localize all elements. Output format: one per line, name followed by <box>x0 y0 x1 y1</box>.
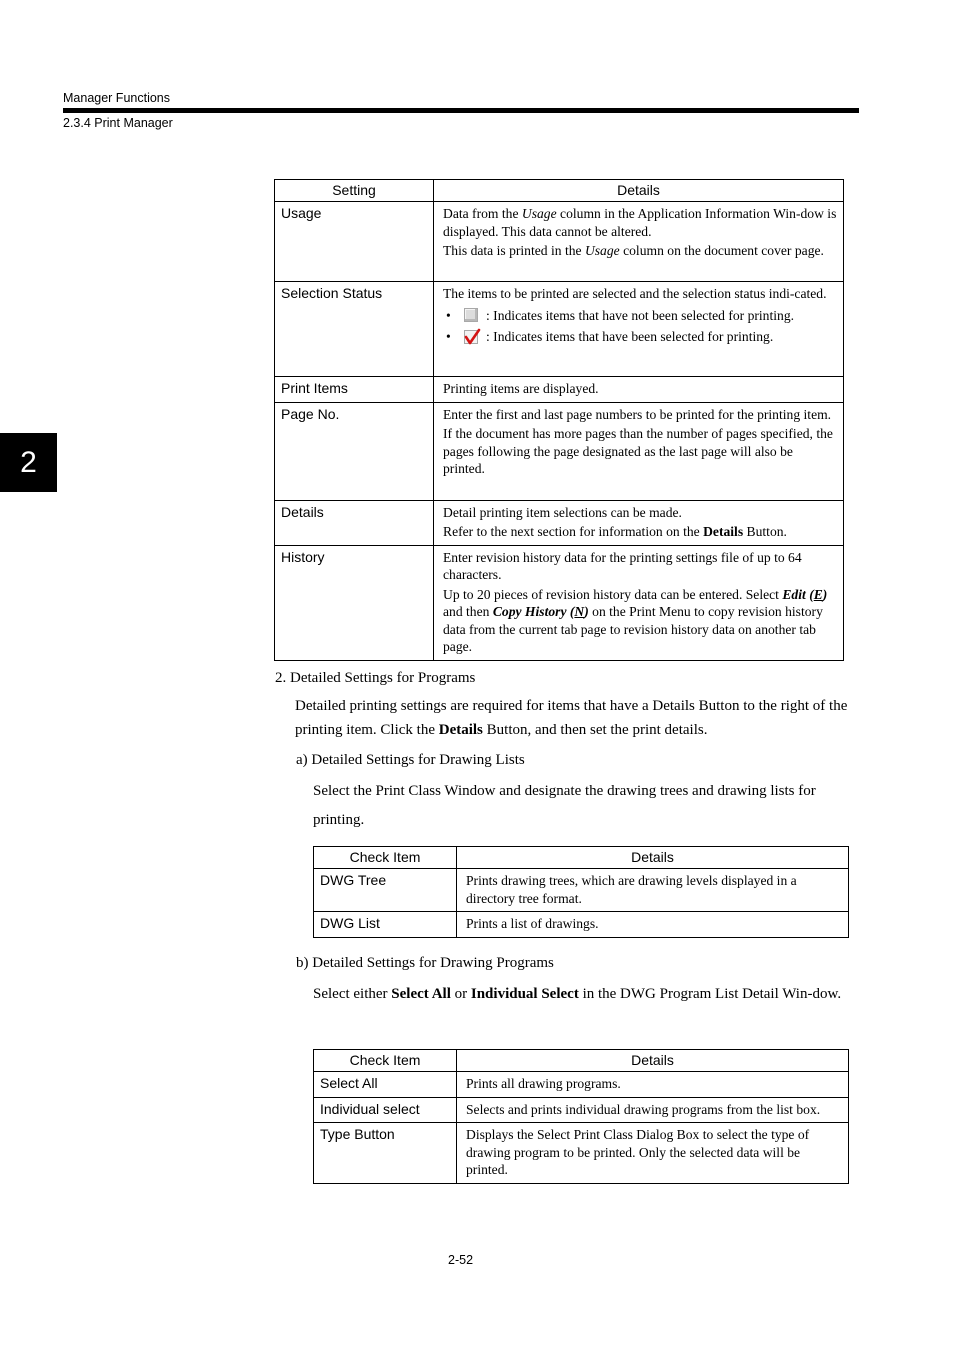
bullet-selected: • : Indicates items that have been selected for printing. <box>446 329 774 344</box>
table-row-usage <box>275 202 844 282</box>
column-header-check-item: Check Item <box>314 1050 457 1072</box>
chapter-tab: 2 <box>0 433 57 492</box>
table-row-details <box>275 500 844 545</box>
settings-table <box>274 179 844 661</box>
table-header-row <box>275 180 844 202</box>
page-number: 2-52 <box>448 1253 474 1267</box>
details-cell: Displays the Select Print Class Dialog Box to select the type of drawing program to be printed. Only the selected data will be printed. <box>457 1123 849 1184</box>
bullet-not-selected: • : Indicates items that have not been selected for printing. <box>446 307 795 323</box>
check-item-cell: Individual select <box>314 1097 457 1123</box>
setting-details: Details <box>275 500 434 545</box>
drawing-lists-table <box>313 846 849 938</box>
details-usage: Data from the Usage column in the Application Information Win-dow is displayed. This data cannot be altered. This data is printed in the Usage column on the document cover page. <box>434 202 844 282</box>
subheading-drawing-lists: a) Detailed Settings for Drawing Lists <box>296 752 525 768</box>
column-header-details: Details <box>457 1050 849 1072</box>
setting-selection-status: Selection Status <box>275 282 434 377</box>
check-item-cell: Select All <box>314 1072 457 1098</box>
running-header-section: Manager Functions <box>63 91 171 105</box>
details-cell: Prints drawing trees, which are drawing levels displayed in a directory tree format. <box>457 869 849 912</box>
table-row <box>314 1072 849 1098</box>
header-rule <box>63 108 859 113</box>
details-details: Detail printing item selections can be made. Refer to the next section for information on the Details Button. <box>434 500 844 545</box>
column-header-details: Details <box>457 847 849 869</box>
column-header-setting: Setting <box>275 180 434 202</box>
checked-checkbox-icon <box>464 330 478 344</box>
setting-history: History <box>275 545 434 660</box>
details-selection-status: The items to be printed are selected and the selection status indi-cated. • : Indicates items that have not been selected for printing. • : Indicates items that have been selected for printing. <box>434 282 844 377</box>
details-page-no: Enter the first and last page numbers to be printed for the printing item. If the document has more pages than the number of pages specified, the pages following the page designated as the last page will also be printed. <box>434 402 844 500</box>
unchecked-checkbox-icon <box>464 308 478 322</box>
paragraph-drawing-programs: Select either Select All or Individual Select in the DWG Program List Detail Win-dow. <box>313 986 842 1002</box>
table-header-row <box>314 847 849 869</box>
setting-print-items: Print Items <box>275 377 434 403</box>
paragraph-detailed-settings: Detailed printing settings are required for items that have a Details Button to the right of the printing item. Click the Details Button, and then set the print details. <box>295 698 848 738</box>
table-header-row <box>314 1050 849 1072</box>
column-header-check-item: Check Item <box>314 847 457 869</box>
subheading-drawing-programs: b) Detailed Settings for Drawing Programs <box>296 955 554 971</box>
running-header-subsection: 2.3.4 Print Manager <box>63 116 173 130</box>
details-cell: Selects and prints individual drawing programs from the list box. <box>457 1097 849 1123</box>
check-item-cell: Type Button <box>314 1123 457 1184</box>
column-header-details: Details <box>434 180 844 202</box>
check-item-cell: DWG Tree <box>314 869 457 912</box>
drawing-programs-table <box>313 1049 849 1184</box>
table-row-print-items <box>275 377 844 403</box>
list-item-detailed-settings: 2. Detailed Settings for Programs <box>275 670 476 686</box>
setting-page-no: Page No. <box>275 402 434 500</box>
details-cell: Prints a list of drawings. <box>457 912 849 938</box>
table-row <box>314 869 849 912</box>
table-row <box>314 912 849 938</box>
check-item-cell: DWG List <box>314 912 457 938</box>
details-cell: Prints all drawing programs. <box>457 1072 849 1098</box>
table-row-history <box>275 545 844 660</box>
details-print-items: Printing items are displayed. <box>434 377 844 403</box>
paragraph-drawing-lists: Select the Print Class Window and designate the drawing trees and drawing lists for printing. <box>313 783 816 828</box>
table-row-selection-status <box>275 282 844 377</box>
table-row-page-no <box>275 402 844 500</box>
table-row <box>314 1123 849 1184</box>
setting-usage: Usage <box>275 202 434 282</box>
table-row <box>314 1097 849 1123</box>
details-history: Enter revision history data for the printing settings file of up to 64 characters. Up to 20 pieces of revision history data can be entered. Select Edit (E) and then Copy History (N) on the Print Menu to copy revision history data from the current tab page to revision history data on another tab page. <box>434 545 844 660</box>
